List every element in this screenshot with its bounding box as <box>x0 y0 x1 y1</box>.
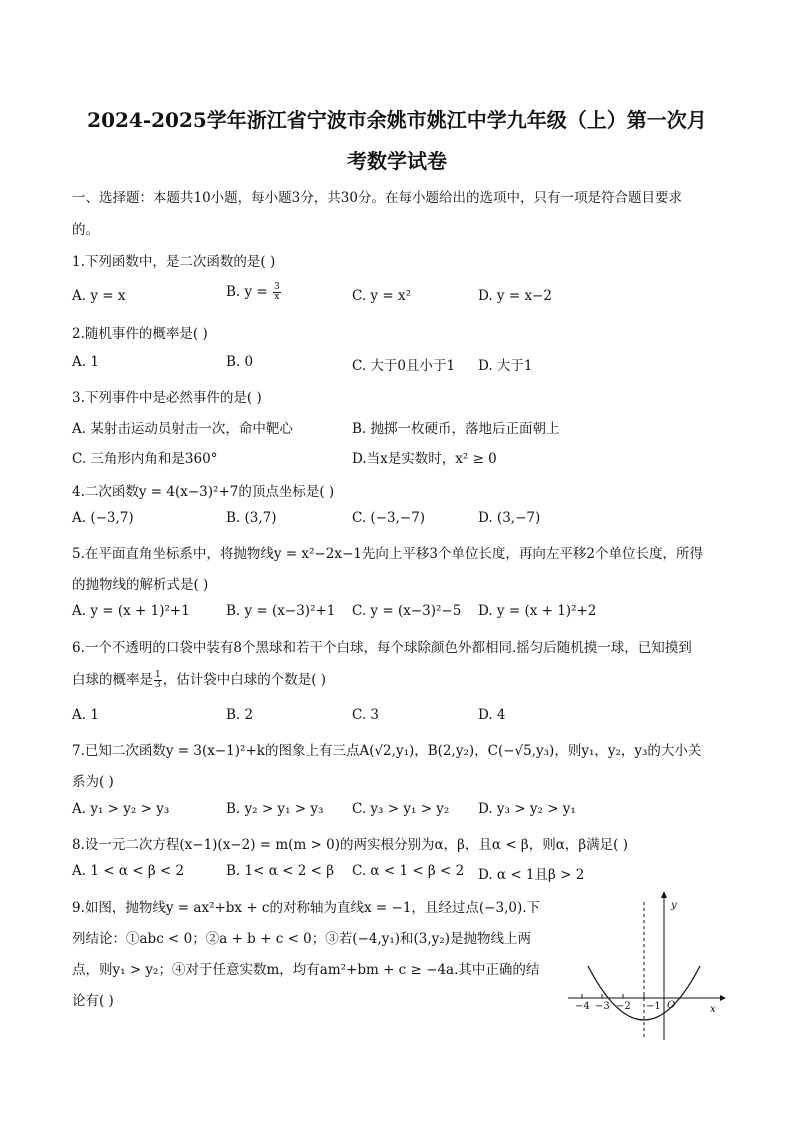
q1-option-d: D. y = x−2 <box>478 288 552 304</box>
parabola-graph <box>560 888 730 1046</box>
q6-stem-prefix: 白球的概率是 <box>72 672 153 688</box>
q5-stem-line1: 5.在平面直角坐标系中，将抛物线y = x²−2x−1先向上平移3个单位长度，再向左平移2个单位长度，所得 <box>72 546 704 562</box>
q5-option-d: D. y = (x + 1)²+2 <box>478 603 597 619</box>
q2-stem: 2.随机事件的概率是( ) <box>72 326 208 342</box>
q9-stem-line4: 论有( ) <box>72 993 114 1009</box>
q4-stem: 4.二次函数y = 4(x−3)²+7的顶点坐标是( ) <box>72 484 335 500</box>
q9-parabola-figure <box>560 888 730 1046</box>
q5-option-c: C. y = (x−3)²−5 <box>352 603 462 619</box>
x-axis-arrow <box>720 995 726 1001</box>
q4-option-a: A. (−3,7) <box>72 510 134 526</box>
y-axis-label: y <box>671 900 677 911</box>
q7-option-b: B. y₂ > y₁ > y₃ <box>226 801 324 817</box>
q9-stem-line3: 点，则y₁ > y₂；④对于任意实数m，均有am²+bm + c ≥ −4a.其中正确的结 <box>72 962 540 978</box>
q8-option-a: A. 1 < α < β < 2 <box>72 863 185 879</box>
q7-stem-line2: 系为( ) <box>72 774 114 790</box>
q6-stem-line1: 6.一个不透明的口袋中装有8个黑球和若干个白球，每个球除颜色外都相同.摇匀后随机摸一球，已知摸到 <box>72 640 692 656</box>
q1-option-a: A. y = x <box>72 288 126 304</box>
q6-option-c: C. 3 <box>352 707 380 723</box>
q2-option-d: D. 大于1 <box>478 358 533 374</box>
q2-option-b: B. 0 <box>226 354 254 370</box>
q3-stem: 3.下列事件中是必然事件的是( ) <box>72 390 262 406</box>
q8-option-b: B. 1< α < 2 < β <box>226 863 334 879</box>
tick-label--3: −3 <box>595 1001 610 1012</box>
section-instructions-line2: 的。 <box>72 222 99 238</box>
q5-stem-line2: 的抛物线的解析式是( ) <box>72 577 209 593</box>
q6-option-a: A. 1 <box>72 707 99 723</box>
q3-option-d: D.当x是实数时，x² ≥ 0 <box>352 451 497 467</box>
q6-probability-fraction <box>154 671 162 690</box>
q8-option-d: D. α < 1且β > 2 <box>478 867 585 883</box>
q8-option-c: C. α < 1 < β < 2 <box>352 863 465 879</box>
q4-option-c: C. (−3,−7) <box>352 510 426 526</box>
q1-option-b <box>226 283 282 302</box>
origin-label: O <box>667 1000 676 1011</box>
q7-stem-line1: 7.已知二次函数y = 3(x−1)²+k的图象上有三点A(√2,y₁)，B(2,y₂)，C(−√5,y₃)，则y₁，y₂，y₃的大小关 <box>72 743 702 759</box>
q6-stem-line2 <box>72 668 326 690</box>
q1-option-c: C. y = x² <box>352 288 411 304</box>
q8-stem: 8.设一元二次方程(x−1)(x−2) = m(m > 0)的两实根分别为α，β，且α < β，则α，β满足( ) <box>72 837 628 853</box>
q1-option-b-denominator: x <box>274 292 280 302</box>
q4-option-b: B. (3,7) <box>226 510 277 526</box>
tick-label--2: −2 <box>616 1001 631 1012</box>
tick-label--1: −1 <box>646 1001 661 1012</box>
q7-option-a: A. y₁ > y₂ > y₃ <box>72 801 170 817</box>
q1-option-b-numerator: 3 <box>274 282 280 292</box>
q6-fraction-numerator: 1 <box>155 670 161 680</box>
section-instructions-line1: 一、选择题：本题共10小题，每小题3分，共30分。在每小题给出的选项中，只有一项是符合题目要求 <box>72 190 682 206</box>
exam-title-line2: 考数学试卷 <box>347 149 447 173</box>
q3-option-b: B. 抛掷一枚硬币，落地后正面朝上 <box>352 421 560 437</box>
q4-option-d: D. (3,−7) <box>478 510 541 526</box>
tick-label--4: −4 <box>575 1001 590 1012</box>
q1-stem: 1.下列函数中，是二次函数的是( ) <box>72 254 276 270</box>
x-axis-label: x <box>710 1004 716 1015</box>
q1-option-b-prefix: B. y = <box>226 284 273 300</box>
q9-stem-line1: 9.如图，抛物线y = ax²+bx + c的对称轴为直线x = −1，且经过点(−3,0).下 <box>72 900 541 916</box>
q2-option-a: A. 1 <box>72 354 99 370</box>
q7-option-d: D. y₃ > y₂ > y₁ <box>478 801 576 817</box>
q6-fraction-denominator: 3 <box>155 680 161 690</box>
q6-option-d: D. 4 <box>478 707 506 723</box>
q1-option-b-fraction <box>273 283 281 302</box>
q9-stem-line2: 列结论：①abc < 0；②a + b + c < 0；③若(−4,y₁)和(3,y₂)是抛物线上两 <box>72 931 531 947</box>
q2-option-c: C. 大于0且小于1 <box>352 358 456 374</box>
q7-option-c: C. y₃ > y₁ > y₂ <box>352 801 450 817</box>
q3-option-c: C. 三角形内角和是360° <box>72 451 218 467</box>
exam-title-line1: 2024-2025学年浙江省宁波市余姚市姚江中学九年级（上）第一次月 <box>87 108 707 132</box>
q3-option-a: A. 某射击运动员射击一次，命中靶心 <box>72 421 293 437</box>
q5-option-b: B. y = (x−3)²+1 <box>226 603 336 619</box>
q5-option-a: A. y = (x + 1)²+1 <box>72 603 190 619</box>
q6-option-b: B. 2 <box>226 707 254 723</box>
q6-stem-suffix: ，估计袋中白球的个数是( ) <box>162 672 327 688</box>
y-axis-arrow <box>661 891 667 898</box>
